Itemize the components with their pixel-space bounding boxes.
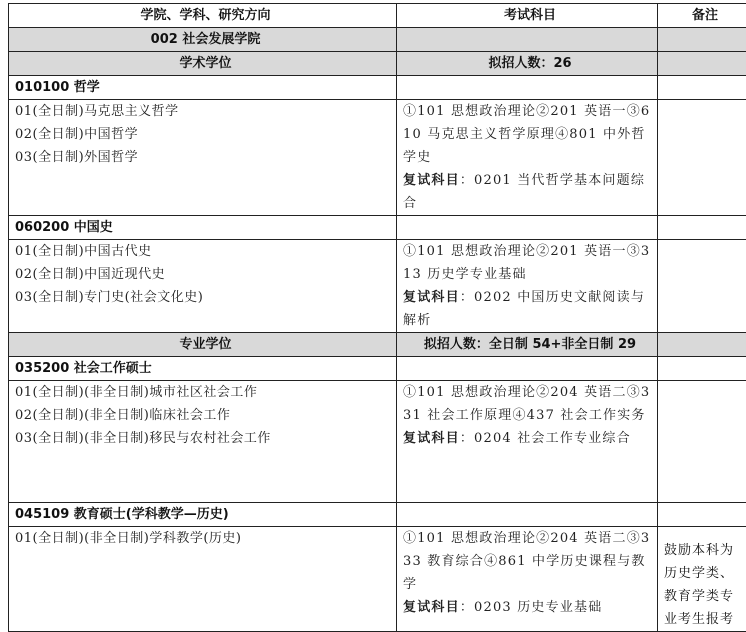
- major-note-empty: [658, 503, 746, 527]
- section-note-cell: [658, 52, 746, 76]
- school-exam-cell: [397, 28, 658, 52]
- major-code-name: 010100 哲学: [9, 76, 397, 100]
- section-title: 学术学位: [9, 52, 397, 76]
- note-cell: [658, 100, 746, 216]
- retest-value: ：0202 中国历史文献阅读与解析: [403, 290, 645, 328]
- retest-value: ：0204 社会工作专业综合: [460, 431, 631, 446]
- direction-item: 01(全日制)(非全日制)城市社区社会工作: [15, 381, 396, 404]
- exam-subjects-cell: [397, 527, 658, 632]
- exam-subjects: ①101 思想政治理论②201 英语一③313 历史学专业基础: [403, 240, 657, 286]
- major-code-name: 045109 教育硕士(学科教学—历史): [9, 503, 397, 527]
- exam-subjects-cell: [397, 100, 658, 216]
- school-note-cell: [658, 28, 746, 52]
- major-note-empty: [658, 216, 746, 240]
- major-detail-row: [9, 527, 746, 632]
- exam-subjects: ①101 思想政治理论②204 英语二③331 社会工作原理④437 社会工作实务: [403, 381, 657, 427]
- major-exam-empty: [397, 76, 658, 100]
- section-note-cell: [658, 333, 746, 357]
- header-notes: 备注: [658, 4, 746, 28]
- direction-item: 03(全日制)外国哲学: [15, 146, 396, 169]
- major-row: [9, 76, 746, 100]
- direction-item: 02(全日制)(非全日制)临床社会工作: [15, 404, 396, 427]
- exam-subjects: ①101 思想政治理论②201 英语一③610 马克思主义哲学原理④801 中外哲学史: [403, 100, 657, 169]
- section-quota: 拟招人数：全日制 54+非全日制 29: [397, 333, 658, 357]
- retest-subjects: [403, 596, 657, 619]
- major-note-empty: [658, 357, 746, 381]
- direction-item: 02(全日制)中国近现代史: [15, 263, 396, 286]
- major-row: [9, 503, 746, 527]
- major-note-empty: [658, 76, 746, 100]
- header-exam-subjects: 考试科目: [397, 4, 658, 28]
- exam-subjects-cell: [397, 240, 658, 333]
- school-row: [9, 28, 746, 52]
- section-row-academic: [9, 52, 746, 76]
- section-quota: 拟招人数：26: [397, 52, 658, 76]
- retest-subjects: [403, 286, 657, 332]
- major-row: [9, 357, 746, 381]
- exam-subjects: ①101 思想政治理论②204 英语二③333 教育综合④861 中学历史课程与教学: [403, 527, 657, 596]
- direction-list: [9, 527, 397, 632]
- table-header-row: [9, 4, 746, 28]
- major-detail-row: [9, 240, 746, 333]
- admission-catalog-table: [8, 3, 746, 632]
- direction-item: 01(全日制)(非全日制)学科教学(历史): [15, 527, 396, 550]
- note-cell: 鼓励本科为历史学类、教育学类专业考生报考: [658, 527, 746, 632]
- direction-list: [9, 381, 397, 503]
- note-cell: [658, 240, 746, 333]
- major-detail-row: [9, 381, 746, 503]
- section-row-professional: [9, 333, 746, 357]
- direction-item: 02(全日制)中国哲学: [15, 123, 396, 146]
- retest-label: 复试科目: [403, 290, 460, 305]
- major-code-name: 060200 中国史: [9, 216, 397, 240]
- school-title: 002 社会发展学院: [9, 28, 397, 52]
- direction-item: 01(全日制)马克思主义哲学: [15, 100, 396, 123]
- major-row: [9, 216, 746, 240]
- note-cell: [658, 381, 746, 503]
- retest-label: 复试科目: [403, 173, 460, 188]
- section-title: 专业学位: [9, 333, 397, 357]
- major-detail-row: [9, 100, 746, 216]
- major-exam-empty: [397, 216, 658, 240]
- direction-list: [9, 100, 397, 216]
- retest-label: 复试科目: [403, 600, 460, 615]
- major-code-name: 035200 社会工作硕士: [9, 357, 397, 381]
- retest-label: 复试科目: [403, 431, 460, 446]
- retest-subjects: [403, 169, 657, 215]
- retest-value: ：0203 历史专业基础: [460, 600, 603, 615]
- major-exam-empty: [397, 503, 658, 527]
- major-exam-empty: [397, 357, 658, 381]
- retest-subjects: [403, 427, 657, 450]
- header-school-discipline-direction: 学院、学科、研究方向: [9, 4, 397, 28]
- direction-list: [9, 240, 397, 333]
- retest-value: ：0201 当代哲学基本问题综合: [403, 173, 645, 211]
- exam-subjects-cell: [397, 381, 658, 503]
- direction-item: 03(全日制)专门史(社会文化史): [15, 286, 396, 309]
- direction-item: 03(全日制)(非全日制)移民与农村社会工作: [15, 427, 396, 450]
- direction-item: 01(全日制)中国古代史: [15, 240, 396, 263]
